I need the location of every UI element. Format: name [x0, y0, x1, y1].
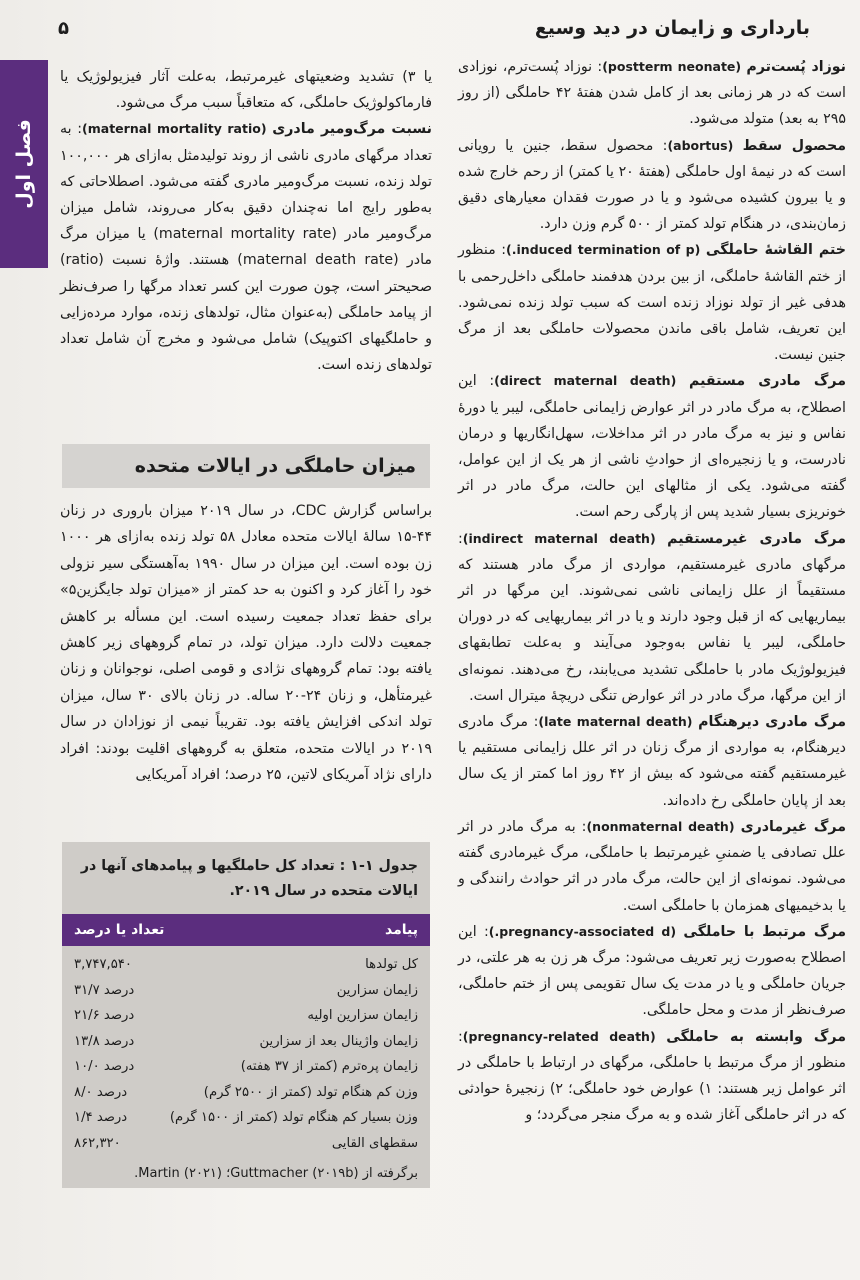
definition-term: مرگ وابسته به حاملگی — [666, 1028, 846, 1045]
table-cell-value: ۳,۷۴۷,۵۴۰ — [74, 957, 132, 973]
table-row — [74, 1080, 418, 1106]
table-cell-label: زایمان سزارین — [336, 982, 418, 998]
table-row — [74, 1105, 418, 1131]
table-row — [74, 978, 418, 1004]
table-cell-label: زایمان پره‌ترم (کمتر از ۳۷ هفته) — [240, 1059, 418, 1075]
table-header-value: تعداد یا درصد — [74, 922, 165, 938]
left-column-top — [60, 64, 432, 378]
definition-text: : این اصطلاح، به مرگ مادر در اثر عوارض زایمانی حاملگی، لیبر یا دورهٔ نفاس و نیز به مرگ مادر در اثر مداخلات، سهل‌انگاریها و درمان نادرست، و یا زنجیره‌ای از حوادثِ ناشی از هر یک از این عوامل، گفته می‌شود. یکی از مثالهای این حالت، مرگ مادر در اثر خونریزی بسیار شدید پس از پارگی رحم است. — [458, 373, 846, 521]
page-number: ۵ — [58, 17, 69, 39]
table-row — [74, 1029, 418, 1055]
definition-term-english: (late maternal death) — [538, 714, 693, 730]
chapter-tab — [0, 60, 48, 268]
paragraph-text: یا ۳) تشدید وضعیتهای غیرمرتبط، به‌علت آثار فیزیولوژیک یا فارماکولوژیک حاملگی، که متعاقباً سبب مرگ می‌شود. — [60, 69, 433, 112]
definition-term: مرگ مادری غیرمستقیم — [667, 530, 847, 547]
chapter-tab-label: فصل اول — [13, 119, 36, 209]
definition-paragraph — [458, 368, 846, 525]
definition-text: : به مرگ مادر در اثر علل تصادفی یا ضمنیِ غیرمرتبط با حاملگی، مرگ غیرمادری گفته می‌شود. نمونه‌ای از این حالت، مرگ مادر در اثر حوادث رانندگی و یا بدخیمیهای همزمان با حاملگی است. — [458, 818, 846, 914]
definition-term: مرگ مرتبط با حاملگی — [683, 923, 847, 940]
definition-paragraph — [60, 116, 432, 378]
definition-term-english: (postterm neonate) — [602, 59, 742, 74]
section-body — [60, 498, 432, 788]
definition-paragraph — [458, 133, 846, 238]
table-cell-value: ۸/۰ درصد — [74, 1084, 128, 1100]
table-cell-label: زایمان سزارین اولیه — [307, 1008, 418, 1024]
definition-paragraph — [458, 526, 846, 709]
table-header-row — [62, 914, 430, 946]
table-caption: جدول ۱-۱ : تعداد کل حاملگیها و پیامدهای آنها در ایالات متحده در سال ۲۰۱۹. — [80, 858, 418, 899]
table-cell-label: وزن بسیار کم هنگام تولد (کمتر از ۱۵۰۰ گرم) — [169, 1110, 418, 1126]
table-header-outcome: پیامد — [385, 922, 418, 938]
definition-text: : منظور از ختم القاشهٔ حاملگی، از بین بردن هدفمند حاملگی داخل‌رحمی با هدفی غیر از تولد نوزاد زنده است که سبب تولد زنده نمی‌شود. این تعریف، شامل باقی ماندن محصولات حاملگی بعد از مرگ جنین نیست. — [458, 242, 846, 364]
definition-paragraph — [458, 919, 846, 1024]
table-cell-value: ۱۰/۰ درصد — [74, 1059, 135, 1075]
definition-term-english: (direct maternal death) — [494, 373, 677, 389]
table-row — [74, 1054, 418, 1080]
definition-term-english: (maternal mortality ratio) — [82, 121, 267, 137]
definition-term: محصول سقط — [742, 137, 846, 154]
right-column — [458, 54, 846, 1128]
definition-term-english: (pregnancy-related death) — [462, 1028, 656, 1044]
definition-term: مرگ مادری مستقیم — [688, 373, 846, 390]
table-cell-value: ۳۱/۷ درصد — [74, 982, 135, 998]
definition-term-english: (indirect maternal death) — [462, 530, 656, 546]
definition-term-english: (induced termination of p.) — [506, 242, 701, 258]
definition-term: نسبت مرگ‌ومیر مادری — [272, 121, 432, 138]
definition-text: : محصول سقط، جنین یا رویانی است که در نیمهٔ اول حاملگی (هفتهٔ ۲۰ یا کمتر) از رحم خارج شده و یا بیرون کشیده می‌شود و یا در صورت فقدان معیارهای دقیق زمان‌بندی، در هنگام تولد کمتر از ۵۰۰ گرم وزن دارد. — [458, 137, 846, 233]
table-cell-value: ۸۶۲,۳۲۰ — [74, 1135, 121, 1151]
definition-text: : مرگ مادری دیرهنگام، به مواردی از مرگ زنان در اثر علل زایمانی مستقیم یا غیرمستقیم گفته می‌شود که بیش از ۴۲ روز اما کمتر از یک سال بعد از پایان حاملگی رخ داده‌اند. — [458, 714, 846, 809]
definition-term: مرگ مادری دیرهنگام — [698, 714, 846, 731]
definition-term-english: (nonmaternal death) — [586, 818, 735, 834]
table-cell-value: ۱۳/۸ درصد — [74, 1033, 135, 1049]
table-1-1 — [62, 842, 430, 1188]
table-cell-label: کل تولدها — [365, 957, 418, 973]
definition-text: : به تعداد مرگهای مادری ناشی از روند تولیدمثل به‌ازای هر ۱۰۰,۰۰۰ تولد زنده، نسبت مرگ‌ومیر مادری گفته می‌شود. اصطلاحاتی که به‌طور رایج اما نه‌چندان دقیق به‌کار می‌روند، شامل میزان مرگ‌ومیر مادر (maternal mortality rate) یا میزان مرگ مادر (maternal death rate) هستند. واژهٔ نسبت (ratio) صحیحتر است، چون صورت این کسر تعداد مرگها را صرف‌نظر از پیامد حاملگی (به‌عنوان مثال، تولدهای زنده، موارد مرده‌زایی و حاملگیهای اکتوپیک) شامل می‌شود و مخرج آن شامل تعداد تولدهای زنده است. — [60, 121, 433, 374]
table-source-note: برگرفته از Guttmacher (۲۰۱۹b)؛ Martin (۲۰۲۱). — [134, 1166, 418, 1181]
definition-term: نوزاد پُست‌ترم — [746, 59, 847, 75]
section-paragraph: براساس گزارش CDC، در سال ۲۰۱۹ میزان باروری در زنان ۴۴-۱۵ سالهٔ ایالات متحده معادل ۵۸ تولد زنده به‌ازای هر ۱۰۰۰ زن بوده است. این میزان در سال ۱۹۹۰ به‌آهستگی سیر نزولی خود را آغاز کرد و اکنون به حد کمتر از «میزان تولد جایگزین۵» برای حفظ تعداد جمعیت رسیده است. این مسأله بر کاهش جمعیت دلالت دارد. میزان تولد، در تمام گروههای زیر کاهش یافته بود: تمام گروههای نژادی و قومی اصلی، نوجوانان و زنان غیرمتأهل، و زنان ۲۴-۲۰ ساله. در زنان بالای ۳۰ سال، میزان تولد اندکی افزایش یافته بود. تقریباً نیمی از نوزادان در سال ۲۰۱۹ در ایالات متحده، متعلق به گروههای اقلیت بودند: افراد دارای نژاد آمریکای لاتین، ۲۵ درصد؛ افراد آمریکایی — [60, 503, 433, 784]
table-row — [74, 952, 418, 978]
table-body — [62, 946, 430, 1156]
definition-paragraph — [458, 54, 846, 133]
definition-text: : نوزاد پُست‌ترم، نوزادی است که در هر زمانی بعد از کامل شدن هفتهٔ ۴۲ حاملگی (از روز ۲۹۵ به بعد) متولد می‌شود. — [458, 59, 847, 128]
table-row — [74, 1131, 418, 1157]
definition-text: : مرگهای مادری غیرمستقیم، مواردی از مرگ مادر هستند که مستقیماً از علل زایمانی ناشی نمی‌شوند. این مرگها در اثر بیماریهایی که از قبل وجود دارند و یا در اثر بیماریهایی که در دوران حاملگی، لیبر یا نفاس به‌وجود می‌آیند و به‌علت تطابقهای فیزیولوژیک مادر با حاملگی تشدید می‌یابند، رخ می‌دهند. نمونه‌ای از این مرگها، مرگ مادر در اثر عوارض تنگی دریچهٔ میترال است. — [458, 530, 846, 704]
definition-paragraph — [458, 814, 846, 919]
definition-term-english: (abortus) — [667, 137, 734, 153]
table-cell-label: سقطهای القایی — [331, 1135, 418, 1151]
table-cell-value: ۱/۴ درصد — [74, 1110, 128, 1126]
definition-text: : این اصطلاح به‌صورت زیر تعریف می‌شود: مرگ هر زن به هر علتی، در جریان حاملگی و یا در مدت یک سال تقویمی پس از ختم حاملگی، صرف‌نظر از مدت و محل حاملگی. — [458, 923, 846, 1019]
continuation-paragraph — [60, 64, 432, 116]
running-header — [58, 12, 810, 44]
definition-paragraph — [458, 1024, 846, 1129]
definition-term-english: (pregnancy-associated d.) — [488, 923, 677, 939]
table-cell-label: زایمان واژینال بعد از سزارین — [259, 1033, 418, 1049]
definition-paragraph — [458, 709, 846, 814]
table-cell-value: ۲۱/۶ درصد — [74, 1008, 135, 1024]
definition-term: مرگ غیرمادری — [740, 818, 847, 835]
definition-paragraph — [458, 237, 846, 368]
definition-term: ختم القاشهٔ حاملگی — [705, 242, 846, 259]
definition-text: : منظور از مرگ مرتبط با حاملگی، مرگهای در ارتباط با حاملگی در اثر عوامل زیر هستند: ۱) عوارض خود حاملگی؛ ۲) زنجیرهٔ حوادثی که در اثر حاملگی آغاز شده و به مرگ منجر می‌گردد؛ و — [458, 1028, 846, 1124]
section-heading: میزان حاملگی در ایالات متحده — [62, 444, 430, 488]
table-row — [74, 1003, 418, 1029]
running-header-title: بارداری و زایمان در دید وسیع — [534, 17, 810, 39]
table-cell-label: وزن کم هنگام تولد (کمتر از ۲۵۰۰ گرم) — [203, 1084, 418, 1100]
